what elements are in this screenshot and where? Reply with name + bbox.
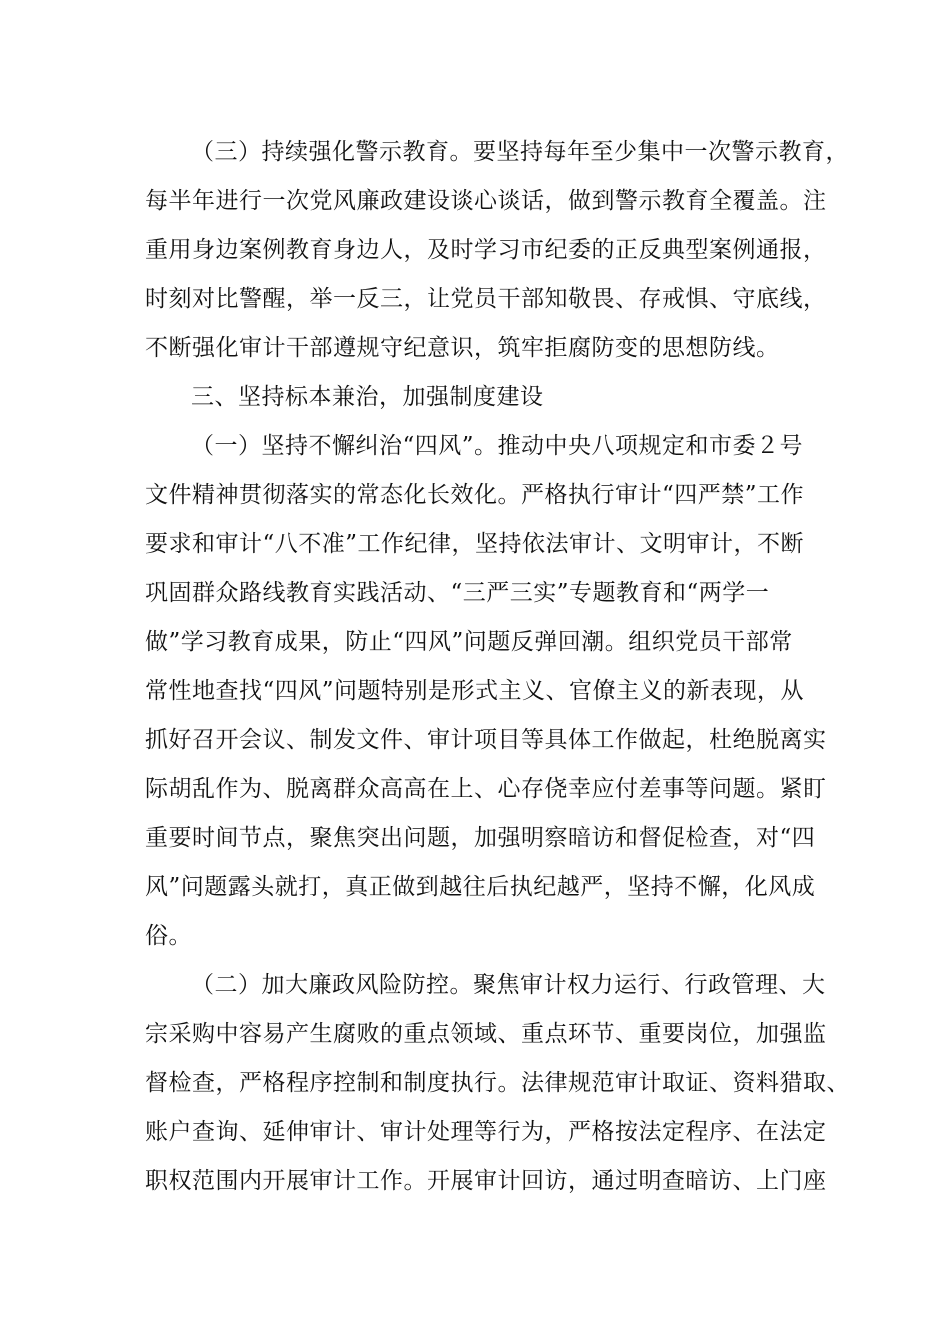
text-line: 每半年进行一次党风廉政建设谈心谈话，做到警示教育全覆盖。注 xyxy=(145,188,827,214)
text-line: 俗。 xyxy=(145,923,192,949)
heading-text: 三、坚持标本兼治，加强制度建设 xyxy=(191,384,544,410)
section-heading xyxy=(145,373,827,422)
text-line: 抓好召开会议、制发文件、审计项目等具体工作做起，杜绝脱离实 xyxy=(145,727,827,753)
text-line: 督检查，严格程序控制和制度执行。法律规范审计取证、资料猎取、 xyxy=(145,1070,850,1096)
text-line: 账户查询、延伸审计、审计处理等行为，严格按法定程序、在法定 xyxy=(145,1119,827,1145)
text-line: （一）坚持不懈纠治“四风”。推动中央八项规定和市委２号 xyxy=(191,433,804,459)
text-line: 要求和审计“八不准”工作纪律，坚持依法审计、文明审计，不断 xyxy=(145,531,805,557)
text-line: 时刻对比警醒，举一反三，让党员干部知敬畏、存戒惧、守底线， xyxy=(145,286,827,312)
document-body xyxy=(145,128,850,1206)
text-line: 文件精神贯彻落实的常态化长效化。严格执行审计“四严禁”工作 xyxy=(145,482,805,508)
text-line: （二）加大廉政风险防控。聚焦审计权力运行、行政管理、大 xyxy=(191,972,826,998)
text-line: 重要时间节点，聚焦突出问题，加强明察暗访和督促检查，对“四 xyxy=(145,825,816,851)
text-line: 职权范围内开展审计工作。开展审计回访，通过明查暗访、上门座 xyxy=(145,1168,827,1194)
paragraph-four-winds xyxy=(145,422,827,961)
text-line: 不断强化审计干部遵规守纪意识，筑牢拒腐防变的思想防线。 xyxy=(145,335,780,361)
text-line: （三）持续强化警示教育。要坚持每年至少集中一次警示教育， xyxy=(191,139,849,165)
text-line: 际胡乱作为、脱离群众高高在上、心存侥幸应付差事等问题。紧盯 xyxy=(145,776,827,802)
text-line: 重用身边案例教育身边人，及时学习市纪委的正反典型案例通报， xyxy=(145,237,827,263)
text-line: 宗采购中容易产生腐败的重点领域、重点环节、重要岗位，加强监 xyxy=(145,1021,827,1047)
text-line: 做”学习教育成果，防止“四风”问题反弹回潮。组织党员干部常 xyxy=(145,629,793,655)
paragraph-warning-education xyxy=(145,128,849,373)
paragraph-risk-control xyxy=(145,961,850,1206)
text-line: 巩固群众路线教育实践活动、“三严三实”专题教育和“两学一 xyxy=(145,580,770,606)
text-line: 常性地查找“四风”问题特别是形式主义、官僚主义的新表现，从 xyxy=(145,678,805,704)
text-line: 风”问题露头就打，真正做到越往后执纪越严，坚持不懈，化风成 xyxy=(145,874,816,900)
